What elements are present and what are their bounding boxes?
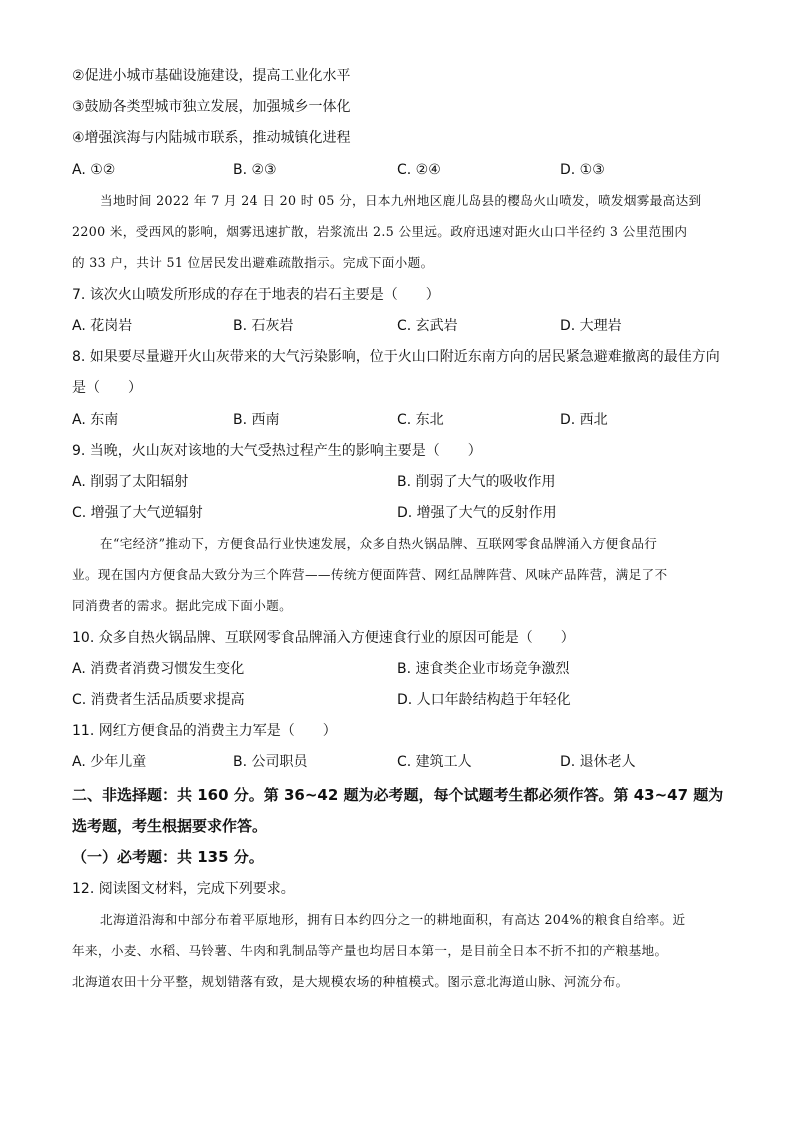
option-d: D. 大理岩 [560, 318, 622, 334]
option-b: B. ②③ [233, 162, 277, 178]
passage-line: 业。现在国内方便食品大致分为三个阵营——传统方便面阵营、网红品牌阵营、风味产品阵营，满足了不 [72, 567, 668, 582]
passage-line: 2200 米，受西风的影响，烟雾迅速扩散，岩浆流出 2.5 公里远。政府迅速对距火山口半径约 3 公里范围内 [72, 224, 688, 239]
q8-stem-cont: 是（ ） [72, 380, 142, 396]
passage-line: 北海道沿海和中部分布着平原地形，拥有日本约四分之一的耕地面积，有高达 204%的粮食自给率。近 [100, 912, 686, 927]
option-c: C. 玄武岩 [397, 318, 458, 334]
option-b: B. 公司职员 [233, 754, 308, 770]
option-c: C. 东北 [397, 412, 444, 428]
q9-stem: 9. 当晚，火山灰对该地的大气受热过程产生的影响主要是（ ） [72, 443, 482, 459]
q7-stem: 7. 该次火山喷发所形成的存在于地表的岩石主要是（ ） [72, 287, 440, 303]
option-c: C. 增强了大气逆辐射 [72, 505, 203, 521]
passage-line: 在“宅经济”推动下，方便食品行业快速发展，众多自热火锅品牌、互联网零食品牌涌入方便食品行 [100, 536, 658, 551]
option-b: B. 速食类企业市场竞争激烈 [397, 661, 570, 677]
q12-stem: 12. 阅读图文材料，完成下列要求。 [72, 881, 295, 897]
option-a: A. 东南 [72, 412, 119, 428]
option-c: C. 建筑工人 [397, 754, 472, 770]
item-4: ④增强滨海与内陆城市联系，推动城镇化进程 [72, 130, 351, 146]
passage-line: 同消费者的需求。据此完成下面小题。 [72, 598, 293, 613]
option-a: A. 削弱了太阳辐射 [72, 474, 189, 490]
option-b: B. 西南 [233, 412, 280, 428]
option-d: D. 增强了大气的反射作用 [397, 505, 557, 521]
option-c: C. ②④ [397, 162, 441, 178]
option-d: D. ①③ [560, 162, 605, 178]
option-b: B. 削弱了大气的吸收作用 [397, 474, 556, 490]
passage-line: 北海道农田十分平整，规划错落有致，是大规模农场的种植模式。图示意北海道山脉、河流分布。 [72, 974, 629, 989]
option-d: D. 西北 [560, 412, 608, 428]
passage-line: 年来，小麦、水稻、马铃薯、牛肉和乳制品等产量也均居日本第一，是目前全日本不折不扣的产粮基地。 [72, 943, 668, 958]
passage-line: 当地时间 2022 年 7 月 24 日 20 时 05 分，日本九州地区鹿儿岛县的樱岛火山喷发，喷发烟雾最高达到 [100, 193, 702, 208]
q8-stem: 8. 如果要尽量避开火山灰带来的大气污染影响，位于火山口附近东南方向的居民紧急避难撤离的最佳方向 [72, 349, 720, 365]
q11-stem: 11. 网红方便食品的消费主力军是（ ） [72, 723, 337, 739]
option-d: D. 退休老人 [560, 754, 636, 770]
q10-stem: 10. 众多自热火锅品牌、互联网零食品牌涌入方便速食行业的原因可能是（ ） [72, 630, 575, 646]
item-2: ②促进小城市基础设施建设，提高工业化水平 [72, 68, 351, 84]
option-a: A. ①② [72, 162, 116, 178]
option-b: B. 石灰岩 [233, 318, 294, 334]
option-a: A. 少年儿童 [72, 754, 147, 770]
option-c: C. 消费者生活品质要求提高 [72, 692, 245, 708]
passage-line: 的 33 户，共计 51 位居民发出避难疏散指示。完成下面小题。 [72, 255, 434, 270]
item-3: ③鼓励各类型城市独立发展，加强城乡一体化 [72, 99, 351, 115]
option-d: D. 人口年龄结构趋于年轻化 [397, 692, 571, 708]
option-a: A. 花岗岩 [72, 318, 133, 334]
section-heading: 二、非选择题：共 160 分。第 36~42 题为必考题，每个试题考生都必须作答。第 43~47 题为 [72, 786, 724, 804]
option-a: A. 消费者消费习惯发生变化 [72, 661, 245, 677]
subsection-heading: （一）必考题：共 135 分。 [72, 848, 264, 866]
section-heading-cont: 选考题，考生根据要求作答。 [72, 817, 268, 835]
